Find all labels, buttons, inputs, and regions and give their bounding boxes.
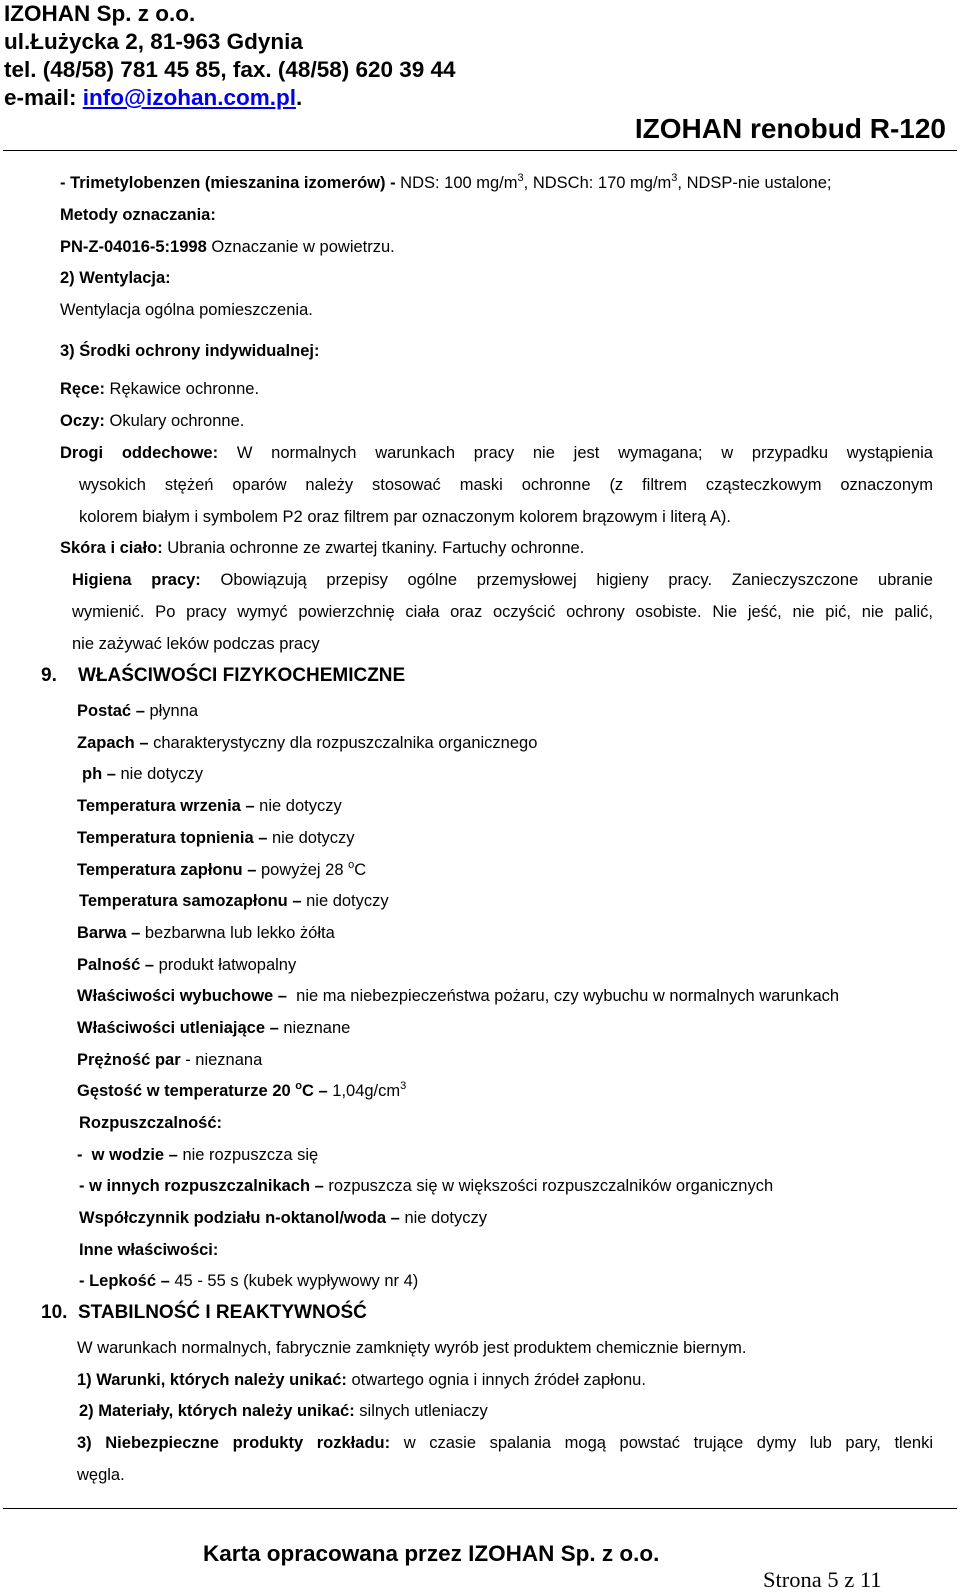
higiena-line-3: nie zażywać leków podczas pracy xyxy=(72,635,320,653)
drogi-oddechowe-line-2: wysokich stężeń oparów należy stosować maski ochronne (z filtrem cząsteczkowym oznaczonym xyxy=(79,476,933,494)
footer-divider xyxy=(3,1508,957,1509)
rece-line: Ręce: Rękawice ochronne. xyxy=(60,380,260,398)
oczy-line: Oczy: Okulary ochronne. xyxy=(60,412,245,430)
wlasciwosci-utleniajace-line: Właściwości utleniające – nieznane xyxy=(77,1019,351,1037)
w-innych-rozpuszczalnikach-line: - w innych rozpuszczalnikach – rozpuszcza się w większości rozpuszczalników organicznych xyxy=(79,1177,774,1195)
skora-line: Skóra i ciało: Ubrania ochronne ze zwartej tkaniny. Fartuchy ochronne. xyxy=(60,539,585,557)
rozpuszczalnosc-heading: Rozpuszczalność: xyxy=(79,1114,223,1132)
wspolczynnik-podzialu-line: Współczynnik podziału n-oktanol/woda – nie dotyczy xyxy=(79,1209,487,1227)
produkty-rozkladu-line-1: 3) Niebezpieczne produkty rozkładu: w czasie spalania mogą powstać trujące dymy lub pary, tlenki xyxy=(77,1434,933,1452)
temperatura-zaplonu-line: Temperatura zapłonu – powyżej 28 $^o$C xyxy=(77,859,367,879)
higiena-line-2: wymienić. Po pracy wymyć powierzchnię ciała oraz oczyścić ochrony osobiste. Nie jeść, nie pić, nie palić, xyxy=(72,603,933,621)
drogi-oddechowe-line-3: kolorem białym i symbolem P2 oraz filtrem par oznaczonym kolorem brązowym i literą A). xyxy=(79,508,731,526)
wlasciwosci-wybuchowe-line: Właściwości wybuchowe – nie ma niebezpieczeństwa pożaru, czy wybuchu w normalnych warunkach xyxy=(77,987,840,1005)
footer-text: Karta opracowana przez IZOHAN Sp. z o.o. xyxy=(203,1541,660,1566)
barwa-line: Barwa – bezbarwna lub lekko żółta xyxy=(77,924,335,942)
ph-line: ph – nie dotyczy xyxy=(82,765,204,783)
wentylacja-heading: 2) Wentylacja: xyxy=(60,269,171,287)
company-address: ul.Łużycka 2, 81-963 Gdynia xyxy=(4,29,303,54)
email-label: e-mail: xyxy=(4,85,83,110)
higiena-line-1: Higiena pracy: Obowiązują przepisy ogólne przemysłowej higieny pracy. Zanieczyszczone ubranie xyxy=(72,571,933,589)
drogi-oddechowe-line-1: Drogi oddechowe: W normalnych warunkach pracy nie jest wymagana; w przypadku wystąpienia xyxy=(60,444,933,462)
w-wodzie-line: - w wodzie – nie rozpuszcza się xyxy=(77,1146,319,1164)
section-10-heading: 10. STABILNOŚĆ I REAKTYWNOŚĆ xyxy=(41,1302,367,1323)
warunki-unikac-line: 1) Warunki, których należy unikać: otwartego ognia i innych źródeł zapłonu. xyxy=(77,1371,646,1389)
company-phone: tel. (48/58) 781 45 85, fax. (48/58) 620 39 44 xyxy=(4,57,456,82)
srodki-ochrony-heading: 3) Środki ochrony indywidualnej: xyxy=(60,342,320,360)
trimetylobenzen-line: - Trimetylobenzen (mieszanina izomerów) - NDS: 100 $mg/m^3$, NDSCh: 170 $mg/m^3$, NDSP-nie ustalone; xyxy=(60,172,832,192)
page-number: Strona 5 z 11 xyxy=(763,1567,882,1592)
stabilnosc-intro: W warunkach normalnych, fabrycznie zamknięty wyrób jest produktem chemicznie biernym. xyxy=(77,1339,747,1357)
temperatura-samozaplonu-line: Temperatura samozapłonu – nie dotyczy xyxy=(79,892,389,910)
product-name: IZOHAN renobud R-120 xyxy=(634,113,946,144)
inne-wlasciwosci-heading: Inne właściwości: xyxy=(79,1241,219,1259)
temperatura-wrzenia-line: Temperatura wrzenia – nie dotyczy xyxy=(77,797,342,815)
palnosc-line: Palność – produkt łatwopalny xyxy=(77,956,297,974)
temperatura-topnienia-line: Temperatura topnienia – nie dotyczy xyxy=(77,829,355,847)
materialy-unikac-line: 2) Materiały, których należy unikać: silnych utleniaczy xyxy=(79,1402,488,1420)
postac-line: Postać – płynna xyxy=(77,702,199,720)
produkty-rozkladu-line-2: węgla. xyxy=(77,1466,125,1484)
wentylacja-text: Wentylacja ogólna pomieszczenia. xyxy=(60,301,313,319)
header-divider xyxy=(3,150,957,151)
email-link[interactable]: info@izohan.com.pl xyxy=(82,85,296,110)
gestosc-line: Gęstość w temperaturze 20 $^oC - 1,04g/cm^3$ xyxy=(77,1080,407,1100)
pn-norm-line: PN-Z-04016-5:1998 Oznaczanie w powietrzu. xyxy=(60,238,395,256)
lepkosc-line: - Lepkość – 45 - 55 s (kubek wypływowy nr 4) xyxy=(79,1272,419,1290)
zapach-line: Zapach – charakterystyczny dla rozpuszczalnika organicznego xyxy=(77,734,538,752)
section-9-heading: 9. WŁAŚCIWOŚCI FIZYKOCHEMICZNE xyxy=(41,665,406,686)
metody-heading: Metody oznaczania: xyxy=(60,206,216,224)
preznosc-par-line: Prężność par - nieznana xyxy=(77,1051,263,1069)
company-name: IZOHAN Sp. z o.o. xyxy=(4,1,196,26)
company-email-line xyxy=(4,84,302,111)
email-suffix: . xyxy=(295,85,303,110)
